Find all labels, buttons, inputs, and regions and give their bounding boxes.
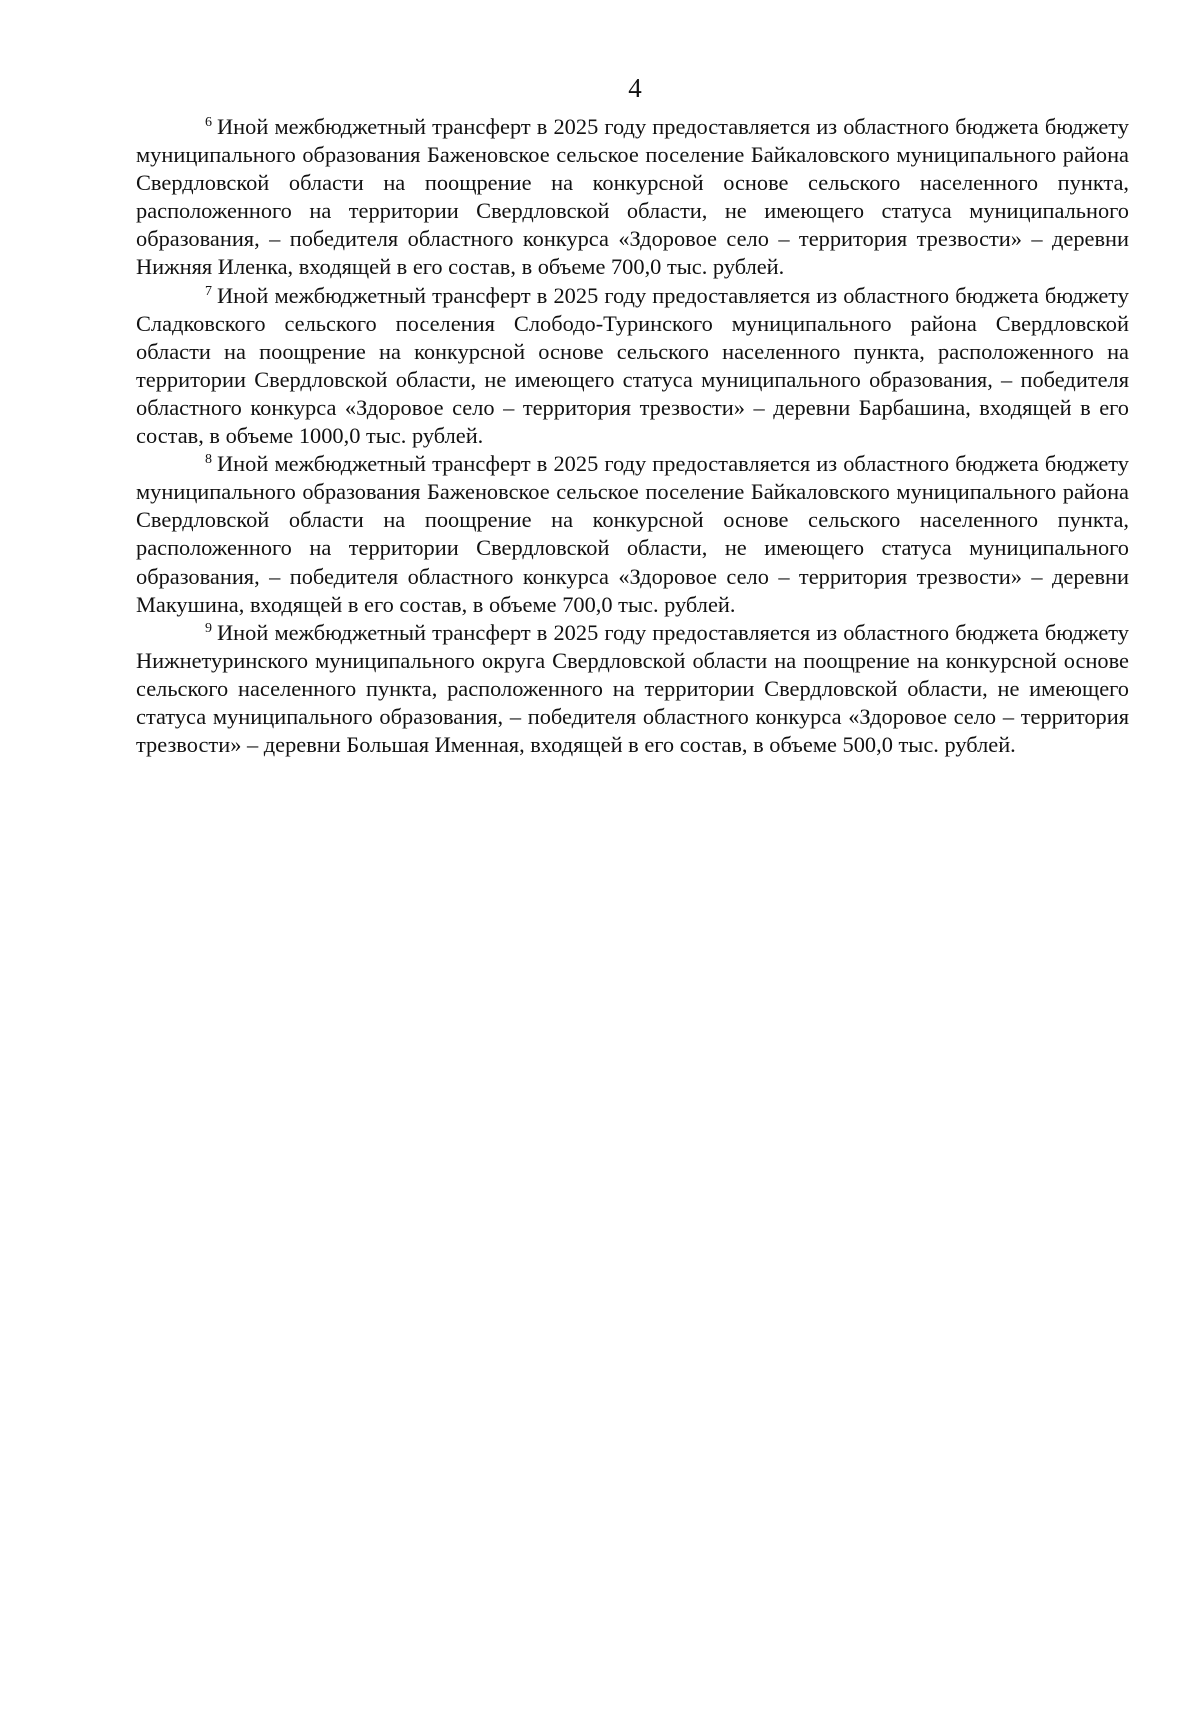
footnote-6 (136, 113, 1129, 282)
footnote-9 (136, 619, 1129, 759)
footnote-text: Иной межбюджетный трансферт в 2025 году предоставляется из областного бюджета бюджету муниципального образования Баженовское сельское поселение Байкаловского муниципального района Свердловской области на поощрение на конкурсной основе сельского населенного пункта, расположенного на территории Свердловской области, не имеющего статуса муниципального образования, – победителя областного конкурса «Здоровое село – территория трезвости» – деревни Нижняя Иленка, входящей в его состав, в объеме 700,0 тыс. рублей. (136, 114, 1129, 280)
page-number: 4 (628, 73, 642, 103)
footnote-text: Иной межбюджетный трансферт в 2025 году предоставляется из областного бюджета бюджету Нижнетуринского муниципального округа Свердловской области на поощрение на конкурсной основе сельского населенного пункта, расположенного на территории Свердловской области, не имеющего статуса муниципального образования, – победителя областного конкурса «Здоровое село – территория трезвости» – деревни Большая Именная, входящей в его состав, в объеме 500,0 тыс. рублей. (136, 619, 1129, 758)
footnote-marker: 8 (205, 452, 212, 468)
footnote-8 (136, 450, 1129, 619)
footnote-marker: 9 (205, 620, 212, 636)
footnote-text: Иной межбюджетный трансферт в 2025 году предоставляется из областного бюджета бюджету муниципального образования Баженовское сельское поселение Байкаловского муниципального района Свердловской области на поощрение на конкурсной основе сельского населенного пункта, расположенного на территории Свердловской области, не имеющего статуса муниципального образования, – победителя областного конкурса «Здоровое село – территория трезвости» – деревни Макушина, входящей в его состав, в объеме 700,0 тыс. рублей. (136, 451, 1129, 617)
footnote-marker: 7 (205, 283, 212, 299)
footnotes-body (136, 113, 1129, 759)
footnote-7 (136, 282, 1129, 451)
footnote-marker: 6 (205, 115, 212, 130)
footnote-text: Иной межбюджетный трансферт в 2025 году предоставляется из областного бюджета бюджету Сладковского сельского поселения Слободо-Туринского муниципального района Свердловской области на поощрение на конкурсной основе сельского населенного пункта, расположенного на территории Свердловской области, не имеющего статуса муниципального образования, – победителя областного конкурса «Здоровое село – территория трезвости» – деревни Барбашина, входящей в его состав, в объеме 1000,0 тыс. рублей. (136, 282, 1129, 449)
